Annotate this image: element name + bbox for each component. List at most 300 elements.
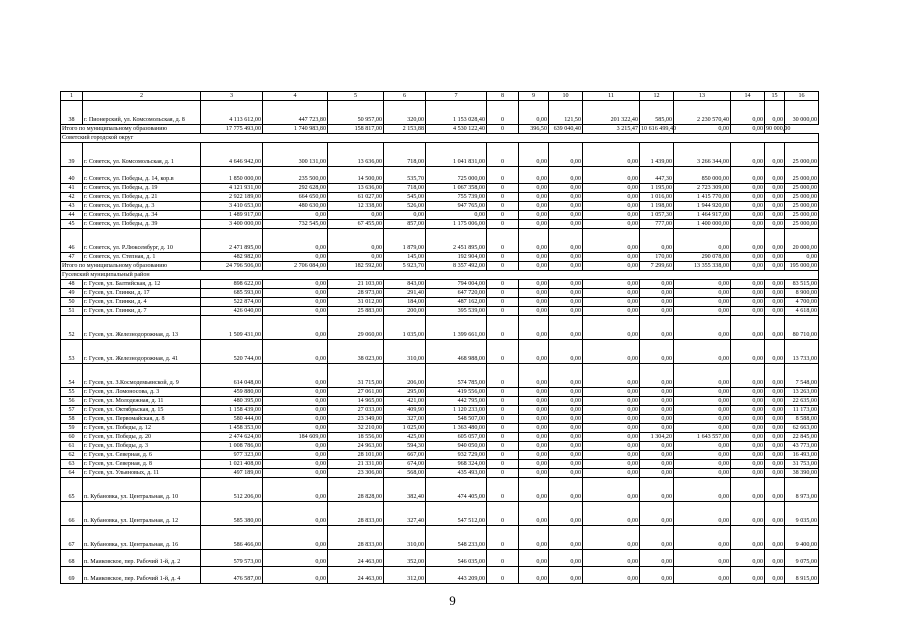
table-cell: 977 323,00 [201,451,263,460]
table-cell: 0 [487,298,519,307]
table-cell: 0,00 [549,469,583,478]
table-cell: 0,00 [583,526,640,550]
table-row [61,442,819,451]
table-row [61,340,819,364]
table-cell: 0,00 [549,397,583,406]
table-cell: 38 390,00 [785,469,819,478]
table-cell: 0,00 [263,442,328,451]
table-cell: 0,00 [765,167,785,184]
table-cell: 32 210,00 [328,424,384,433]
table-cell: 8 915,00 [785,567,819,584]
total-row [61,125,819,134]
table-cell: 0,00 [674,388,731,397]
table-cell: 1 057,30 [640,211,674,220]
table-cell: 0,00 [765,442,785,451]
table-cell: 13 733,00 [785,340,819,364]
table-cell: 0,00 [640,298,674,307]
table-cell: 0,00 [583,262,640,271]
table-cell: 25 000,00 [785,220,819,229]
table-cell: 0,00 [731,433,765,442]
table-cell: 0,00 [519,550,549,567]
table-cell: 0,00 [674,469,731,478]
table-cell: 28 101,00 [328,451,384,460]
table-cell: 290 078,00 [674,253,731,262]
table-cell: 0,00 [263,460,328,469]
table-cell: 0,00 [674,307,731,316]
row-number: 58 [61,415,83,424]
table-cell: 7 299,60 [640,262,674,271]
table-cell: 0,00 [674,316,731,340]
table-cell: 0,00 [263,406,328,415]
address-cell: г. Гусев, ул. Глинки, д. 7 [83,307,201,316]
table-row [61,220,819,229]
table-cell: 535,70 [384,167,426,184]
table-cell: 1 489 917,00 [201,211,263,220]
row-number: 63 [61,460,83,469]
table-cell: 664 650,00 [263,193,328,202]
row-number: 64 [61,469,83,478]
table-cell: 21 331,00 [328,460,384,469]
table-cell: 8 588,00 [785,415,819,424]
table-row [61,406,819,415]
table-cell: 27 061,00 [328,388,384,397]
table-cell: 0,00 [765,406,785,415]
table-cell: 0,00 [731,550,765,567]
table-cell: 23 349,00 [328,415,384,424]
table-cell: 320,00 [384,101,426,125]
column-header: 10 [549,92,583,101]
table-cell: 0 [487,229,519,253]
table-cell: 0 [487,280,519,289]
table-cell: 0,00 [263,388,328,397]
table-cell: 0,00 [328,211,384,220]
table-cell: 158 817,00 [328,125,384,134]
table-cell: 4 646 942,00 [201,143,263,167]
table-cell: 0,00 [549,143,583,167]
table-cell: 0,00 [549,202,583,211]
table-cell: 25 000,00 [785,143,819,167]
table-cell: 0,00 [731,211,765,220]
address-cell: г. Советск, ул. Победы, д. 14, кор.в [83,167,201,184]
table-cell: 0,00 [674,280,731,289]
table-cell: 0,00 [765,364,785,388]
table-cell: 0,00 [731,143,765,167]
table-cell: 2 230 570,40 [674,101,731,125]
row-number: 56 [61,397,83,406]
row-number: 68 [61,550,83,567]
table-cell: 0,00 [549,424,583,433]
address-cell: г. Гусев, ул. Железнодорожная, д. 41 [83,340,201,364]
table-cell: 0,00 [640,415,674,424]
row-number: 62 [61,451,83,460]
table-cell: 0,00 [731,167,765,184]
address-cell: г. Гусев, ул. Северная, д. 6 [83,451,201,460]
row-number: 48 [61,280,83,289]
table-cell: 0,00 [731,298,765,307]
table-row [61,469,819,478]
table-cell: 425,00 [384,433,426,442]
table-cell: 0,00 [640,388,674,397]
table-row [61,388,819,397]
table-cell: 0 [487,460,519,469]
total-row [61,262,819,271]
table-cell: 395 539,00 [426,307,487,316]
table-cell: 0,00 [583,220,640,229]
table-cell: 0,00 [519,364,549,388]
column-header: 13 [674,92,731,101]
table-cell: 28 833,00 [328,526,384,550]
table-cell: 4 700,00 [785,298,819,307]
table-cell: 28 973,00 [328,289,384,298]
table-cell: 0,00 [731,469,765,478]
table-cell: 312,00 [384,567,426,584]
row-number: 55 [61,388,83,397]
table-cell: 526,00 [384,202,426,211]
table-cell: 0 [487,406,519,415]
table-cell: 382,40 [384,478,426,502]
table-cell: 25 883,00 [328,307,384,316]
address-cell: г. Советск, ул. Победы, д. 19 [83,184,201,193]
table-cell: 1 643 557,00 [674,433,731,442]
table-cell: 200,00 [384,307,426,316]
address-cell: г. Гусев, ул. Северная, д. 8 [83,460,201,469]
table-cell: 0,00 [674,397,731,406]
table-cell: 0,00 [583,442,640,451]
table-cell: 0,00 [640,229,674,253]
table-cell: 0,00 [549,220,583,229]
table-cell: 20 000,00 [785,229,819,253]
table-cell: 732 545,00 [263,220,328,229]
table-cell: 0,00 [263,211,328,220]
address-cell: г. Пионерский, ул. Комсомольская, д. 8 [83,101,201,125]
table-row [61,397,819,406]
table-cell: 0,00 [583,280,640,289]
table-cell: 0 [487,442,519,451]
table-cell: 291,40 [384,289,426,298]
table-cell: 0,00 [519,316,549,340]
table-cell: 0,00 [765,202,785,211]
table-cell: 0 [487,167,519,184]
table-cell: 13 355 338,00 [674,262,731,271]
table-cell: 29 060,00 [328,316,384,340]
table-cell: 62 663,00 [785,424,819,433]
address-cell: п. Маиковское, пер. Рабочий 1-й, д. 4 [83,567,201,584]
table-cell: 1 400 000,00 [674,220,731,229]
table-cell: 0,00 [765,340,785,364]
table-cell: 0,00 [640,502,674,526]
table-cell: 0,00 [674,364,731,388]
table-cell: 0,00 [731,262,765,271]
table-cell: 0,00 [549,433,583,442]
table-row [61,298,819,307]
table-cell: 0,00 [583,229,640,253]
table-cell: 0,00 [640,550,674,567]
table-cell: 0,00 [549,478,583,502]
table-cell: 0,00 [583,502,640,526]
table-row [61,307,819,316]
table-cell: 487 162,00 [426,298,487,307]
table-cell: 0,00 [731,460,765,469]
table-cell: 1 021 408,00 [201,460,263,469]
table-cell: 447,30 [640,167,674,184]
row-number: 46 [61,229,83,253]
table-cell: 0 [487,262,519,271]
table-cell: 0 [487,526,519,550]
table-cell: 1 363 480,00 [426,424,487,433]
table-cell: 0,00 [640,526,674,550]
table-cell: 0 [487,193,519,202]
table-cell: 0,00 [731,406,765,415]
table-cell: 9 075,00 [785,550,819,567]
table-cell: 0,00 [640,424,674,433]
table-cell: 0,00 [765,388,785,397]
table-cell: 0,00 [583,388,640,397]
row-number: 60 [61,433,83,442]
table-cell: 25 000,00 [785,193,819,202]
row-number: 61 [61,442,83,451]
table-cell: 31 715,00 [328,364,384,388]
address-cell: г. Гусев, ул. Глинки, д. 4 [83,298,201,307]
table-cell: 0,00 [765,550,785,567]
table-cell: 850 000,00 [674,167,731,184]
table-cell: 0,00 [731,451,765,460]
table-cell: 947 765,00 [426,202,487,211]
table-cell: 327,40 [384,502,426,526]
table-cell: 447 723,80 [263,101,328,125]
table-cell: 0,00 [731,193,765,202]
table-cell: 182 592,00 [328,262,384,271]
column-header: 15 [765,92,785,101]
address-cell: г. Гусев, ул. Ломоносова, д. 3 [83,388,201,397]
table-cell: 25 000,00 [785,167,819,184]
table-cell: 0 [487,253,519,262]
table-cell: 0,00 [263,567,328,584]
table-cell: 0,00 [549,262,583,271]
table-cell: 0,00 [583,364,640,388]
table-cell: 396,50 [519,125,549,134]
table-cell: 0,00 [519,307,549,316]
table-cell: 0,00 [583,469,640,478]
table-cell: 0,00 [519,388,549,397]
table-cell: 0,00 [765,211,785,220]
table-cell: 0,00 [549,340,583,364]
table-cell: 0,00 [674,406,731,415]
row-number: 40 [61,167,83,184]
table-cell: 0,00 [731,307,765,316]
table-cell: 674,00 [384,460,426,469]
table-cell: 0,00 [549,364,583,388]
table-cell: 0,00 [640,567,674,584]
table-cell: 0,00 [263,478,328,502]
column-header: 4 [263,92,328,101]
row-number: 45 [61,220,83,229]
table-cell: 1 415 770,00 [674,193,731,202]
table-cell: 718,00 [384,143,426,167]
table-cell: 585 380,00 [201,502,263,526]
table-cell: 0 [487,567,519,584]
table-cell: 0,00 [549,167,583,184]
table-cell: 24 463,00 [328,550,384,567]
table-cell: 22 845,00 [785,433,819,442]
table-cell: 443 209,00 [426,567,487,584]
table-cell: 235 500,00 [263,167,328,184]
table-cell: 0,00 [765,451,785,460]
address-cell: г. Гусев, ул. Победы, д. 12 [83,424,201,433]
table-cell: 497 189,00 [201,469,263,478]
table-cell: 206,00 [384,364,426,388]
table-cell: 0,00 [519,415,549,424]
table-cell: 614 048,00 [201,364,263,388]
table-cell: 0 [487,364,519,388]
table-cell: 8 900,00 [785,289,819,298]
table-body [61,101,819,584]
table-cell: 0,00 [765,424,785,433]
table-cell: 1 158 439,00 [201,406,263,415]
table-cell: 0,00 [765,143,785,167]
table-cell: 0,00 [263,280,328,289]
table-row [61,567,819,584]
table-cell: 0,00 [674,229,731,253]
table-cell: 574 785,00 [426,364,487,388]
table-cell: 0,00 [640,307,674,316]
table-cell: 4 121 931,00 [201,184,263,193]
table-cell: 1 016,00 [640,193,674,202]
table-row [61,502,819,526]
table-cell: 2 153,88 [384,125,426,134]
table-cell: 184 609,00 [263,433,328,442]
table-cell: 0 [487,143,519,167]
table-cell: 292 628,00 [263,184,328,193]
table-cell: 0 [487,415,519,424]
table-cell: 22 635,00 [785,397,819,406]
row-number: 43 [61,202,83,211]
table-cell: 18 556,00 [328,433,384,442]
table-cell: 0,00 [519,167,549,184]
table-cell: 1 879,00 [384,229,426,253]
table-cell: 548 233,00 [426,526,487,550]
table-cell: 0,00 [785,253,819,262]
table-cell: 0,00 [263,316,328,340]
page-number: 9 [449,593,456,608]
table-cell: 0,00 [765,229,785,253]
table-cell: 0,00 [731,478,765,502]
table-cell: 0,00 [519,567,549,584]
table-cell: 21 103,00 [328,280,384,289]
table-cell: 13 263,00 [785,388,819,397]
table-cell: 0,00 [426,211,487,220]
table-cell: 0,00 [549,289,583,298]
table-row [61,167,819,184]
table-cell: 794 004,00 [426,280,487,289]
table-cell: 352,00 [384,550,426,567]
table-row [61,202,819,211]
table-cell: 594,30 [384,442,426,451]
table-cell: 0,00 [384,211,426,220]
table-cell: 0,00 [731,202,765,211]
table-cell: 0,00 [583,298,640,307]
column-header: 14 [731,92,765,101]
table-row [61,229,819,253]
table-cell: 0,00 [731,229,765,253]
table-cell: 546 035,00 [426,550,487,567]
table-cell: 0 [487,307,519,316]
address-cell: г. Советск, ул. Р.Люксембург, д. 10 [83,229,201,253]
column-header: 5 [328,92,384,101]
table-cell: 0,00 [765,433,785,442]
table-cell: 0,00 [765,193,785,202]
table-cell: 0 [487,125,519,134]
table-cell: 639 040,40 [549,125,583,134]
table-cell: 545,00 [384,193,426,202]
data-table [60,91,819,584]
table-cell: 0,00 [583,253,640,262]
table-cell: 0,00 [263,364,328,388]
table-cell: 419 556,00 [426,388,487,397]
table-cell: 1 439,00 [640,143,674,167]
table-cell: 0,00 [549,184,583,193]
table-cell: 0,00 [583,167,640,184]
table-row [61,280,819,289]
table-cell: 426 040,00 [201,307,263,316]
table-cell: 932 729,00 [426,451,487,460]
table-cell: 24 796 506,00 [201,262,263,271]
table-row [61,289,819,298]
table-cell: 0,00 [674,298,731,307]
table-cell: 0,00 [765,101,785,125]
table-cell: 0,00 [583,397,640,406]
table-row [61,193,819,202]
column-header: 8 [487,92,519,101]
table-cell: 300 131,00 [263,143,328,167]
table-cell: 0,00 [263,502,328,526]
table-cell: 0,00 [549,388,583,397]
table-cell: 0,00 [583,193,640,202]
row-number: 52 [61,316,83,340]
table-cell: 3 400 000,00 [201,220,263,229]
table-cell: 0 [487,202,519,211]
table-cell: 0,00 [765,253,785,262]
table-cell: 548 507,00 [426,415,487,424]
table-row [61,460,819,469]
row-number: 54 [61,364,83,388]
table-cell: 0,00 [765,502,785,526]
table-cell: 442 795,00 [426,397,487,406]
table-cell: 409,90 [384,406,426,415]
table-cell: 0 [487,101,519,125]
table-cell: 0,00 [640,478,674,502]
table-cell: 0 [487,340,519,364]
table-cell: 0,00 [519,397,549,406]
header-row [61,92,819,101]
address-cell: г. Советск, ул. Победы, д. 34 [83,211,201,220]
table-cell: 0,00 [640,442,674,451]
table-cell: 0,00 [519,229,549,253]
table-cell: 0,00 [519,143,549,167]
table-cell: 0,00 [519,298,549,307]
table-cell: 0,00 [640,451,674,460]
table-cell: 898 622,00 [201,280,263,289]
table-cell: 0,00 [765,289,785,298]
table-cell: 0,00 [549,442,583,451]
table-cell: 0,00 [765,478,785,502]
table-cell: 0,00 [640,280,674,289]
section-title: Гусевский муниципальный район [61,271,819,280]
table-cell: 28 833,00 [328,502,384,526]
table-cell: 0,00 [519,193,549,202]
table-cell: 520 744,00 [201,340,263,364]
address-cell: г. Гусев, ул. Железнодорожная, д. 13 [83,316,201,340]
table-cell: 0,00 [549,193,583,202]
